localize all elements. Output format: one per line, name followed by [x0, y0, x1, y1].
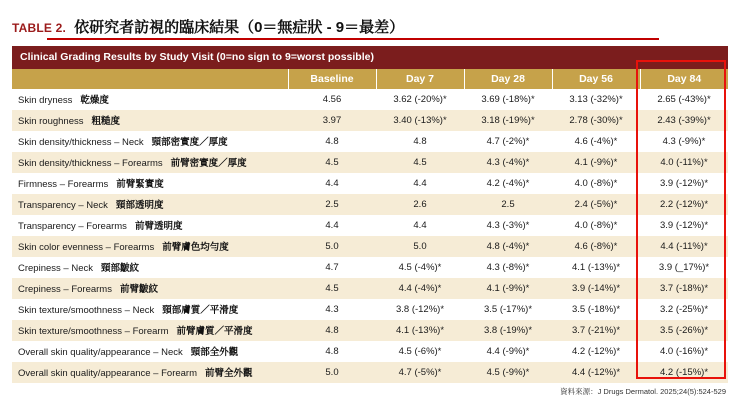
cell-day-84: 3.7 (-18%)*	[640, 278, 728, 299]
cell-baseline: 4.4	[288, 173, 376, 194]
cell-day-84: 4.0 (-11%)*	[640, 152, 728, 173]
cell-day-84: 2.43 (-39%)*	[640, 110, 728, 131]
cell-day-84: 3.9 (-12%)*	[640, 173, 728, 194]
row-label-en: Transparency – Forearms	[18, 221, 127, 233]
table-row	[12, 89, 728, 110]
row-label-en: Skin density/thickness – Neck	[18, 137, 144, 149]
table-row	[12, 194, 728, 215]
cell-baseline: 5.0	[288, 236, 376, 257]
cell-baseline: 4.4	[288, 215, 376, 236]
cell-baseline: 4.8	[288, 320, 376, 341]
table-row	[12, 257, 728, 278]
table-subheader: Clinical Grading Results by Study Visit (0=no sign to 9=worst possible)	[12, 46, 728, 69]
cell-day-56: 4.0 (-8%)*	[552, 173, 640, 194]
table-row	[12, 362, 728, 383]
row-label-zh: 頸部全外觀	[190, 347, 239, 359]
cell-day-84: 4.2 (-15%)*	[640, 362, 728, 383]
cell-day-28: 4.7 (-2%)*	[464, 131, 552, 152]
table-header-row	[12, 69, 728, 89]
row-label	[12, 362, 288, 383]
cell-day-56: 4.1 (-9%)*	[552, 152, 640, 173]
row-label-zh: 前臂皺紋	[119, 284, 158, 296]
cell-day-7: 4.4	[376, 215, 464, 236]
cell-day-56: 2.78 (-30%)*	[552, 110, 640, 131]
cell-baseline: 4.56	[288, 89, 376, 110]
row-label-en: Overall skin quality/appearance – Neck	[18, 347, 183, 359]
row-label-en: Skin texture/smoothness – Neck	[18, 305, 155, 317]
cell-baseline: 4.3	[288, 299, 376, 320]
row-label-zh: 乾燥度	[80, 95, 109, 107]
cell-day-28: 4.3 (-4%)*	[464, 152, 552, 173]
cell-day-7: 4.5 (-6%)*	[376, 341, 464, 362]
page-title: 依研究者訪視的臨床結果（0＝無症狀 - 9＝最差）	[74, 19, 405, 36]
row-label	[12, 257, 288, 278]
table-number-label: TABLE 2.	[12, 20, 67, 35]
row-label	[12, 299, 288, 320]
cell-day-56: 2.4 (-5%)*	[552, 194, 640, 215]
cell-day-56: 3.7 (-21%)*	[552, 320, 640, 341]
table-row	[12, 215, 728, 236]
cell-baseline: 4.8	[288, 131, 376, 152]
cell-day-56: 4.6 (-4%)*	[552, 131, 640, 152]
column-header-parameter	[12, 69, 288, 89]
cell-day-7: 5.0	[376, 236, 464, 257]
cell-day-7: 4.5 (-4%)*	[376, 257, 464, 278]
cell-day-7: 2.6	[376, 194, 464, 215]
row-label-zh: 前臂全外觀	[205, 368, 253, 380]
row-label-zh: 前臂透明度	[134, 221, 183, 233]
table-row	[12, 278, 728, 299]
cell-day-56: 3.13 (-32%)*	[552, 89, 640, 110]
cell-day-7: 3.40 (-13%)*	[376, 110, 464, 131]
row-label-en: Skin roughness	[18, 116, 84, 128]
table-row	[12, 110, 728, 131]
cell-day-7: 3.62 (-20%)*	[376, 89, 464, 110]
row-label	[12, 194, 288, 215]
cell-baseline: 2.5	[288, 194, 376, 215]
cell-baseline: 4.5	[288, 278, 376, 299]
cell-day-28: 4.1 (-9%)*	[464, 278, 552, 299]
row-label-zh: 前臂緊實度	[116, 179, 164, 191]
cell-day-28: 4.8 (-4%)*	[464, 236, 552, 257]
cell-day-28: 4.3 (-8%)*	[464, 257, 552, 278]
row-label-en: Skin texture/smoothness – Forearm	[18, 326, 169, 338]
column-header-day56: Day 56	[552, 69, 640, 89]
source-citation: 資料來源：J Drugs Dermatol. 2025;24(5):524-529	[560, 387, 726, 396]
results-table-container	[12, 46, 728, 383]
cell-day-56: 3.5 (-18%)*	[552, 299, 640, 320]
title-row	[12, 16, 406, 39]
cell-day-84: 3.5 (-26%)*	[640, 320, 728, 341]
cell-day-28: 3.18 (-19%)*	[464, 110, 552, 131]
row-label-en: Skin dryness	[18, 95, 73, 107]
cell-day-84: 4.0 (-16%)*	[640, 341, 728, 362]
row-label-en: Skin color evenness – Forearms	[18, 242, 155, 254]
cell-day-28: 4.4 (-9%)*	[464, 341, 552, 362]
cell-day-28: 4.5 (-9%)*	[464, 362, 552, 383]
row-label	[12, 236, 288, 257]
table-row	[12, 320, 728, 341]
cell-day-7: 4.4 (-4%)*	[376, 278, 464, 299]
cell-day-56: 4.2 (-12%)*	[552, 341, 640, 362]
row-label-zh: 前臂膚色均勻度	[162, 242, 229, 254]
table-row	[12, 131, 728, 152]
row-label-zh: 前臂密實度／厚度	[170, 158, 247, 170]
row-label-zh: 頸部密實度／厚度	[151, 137, 228, 149]
cell-day-84: 4.3 (-9%)*	[640, 131, 728, 152]
row-label-zh: 頸部皺紋	[100, 263, 139, 275]
title-underline	[47, 38, 659, 40]
row-label	[12, 131, 288, 152]
row-label	[12, 152, 288, 173]
cell-day-84: 3.9 (_17%)*	[640, 257, 728, 278]
cell-baseline: 3.97	[288, 110, 376, 131]
row-label-en: Crepiness – Neck	[18, 263, 93, 275]
column-header-day7: Day 7	[376, 69, 464, 89]
cell-baseline: 4.5	[288, 152, 376, 173]
cell-day-28: 3.8 (-19%)*	[464, 320, 552, 341]
row-label-zh: 頸部膚質／平滑度	[162, 305, 239, 317]
row-label	[12, 341, 288, 362]
cell-day-7: 4.4	[376, 173, 464, 194]
cell-day-56: 4.4 (-12%)*	[552, 362, 640, 383]
table-row	[12, 173, 728, 194]
cell-day-56: 4.6 (-8%)*	[552, 236, 640, 257]
column-header-baseline: Baseline	[288, 69, 376, 89]
row-label	[12, 173, 288, 194]
cell-day-7: 3.8 (-12%)*	[376, 299, 464, 320]
cell-day-7: 4.7 (-5%)*	[376, 362, 464, 383]
cell-baseline: 4.8	[288, 341, 376, 362]
row-label-zh: 前臂膚質／平滑度	[176, 326, 253, 338]
cell-day-7: 4.1 (-13%)*	[376, 320, 464, 341]
row-label-en: Crepiness – Forearms	[18, 284, 112, 296]
cell-day-28: 3.5 (-17%)*	[464, 299, 552, 320]
cell-day-84: 4.4 (-11%)*	[640, 236, 728, 257]
row-label-en: Skin density/thickness – Forearms	[18, 158, 163, 170]
row-label-en: Transparency – Neck	[18, 200, 108, 212]
cell-day-7: 4.5	[376, 152, 464, 173]
cell-day-84: 3.9 (-12%)*	[640, 215, 728, 236]
row-label-zh: 粗糙度	[91, 116, 120, 128]
row-label-zh: 頸部透明度	[115, 200, 164, 212]
row-label-en: Firmness – Forearms	[18, 179, 109, 191]
cell-day-28: 4.3 (-3%)*	[464, 215, 552, 236]
table-row	[12, 152, 728, 173]
row-label-en: Overall skin quality/appearance – Forearm	[18, 368, 198, 380]
cell-baseline: 5.0	[288, 362, 376, 383]
cell-day-84: 3.2 (-25%)*	[640, 299, 728, 320]
cell-day-28: 3.69 (-18%)*	[464, 89, 552, 110]
cell-day-56: 3.9 (-14%)*	[552, 278, 640, 299]
column-header-day28: Day 28	[464, 69, 552, 89]
row-label	[12, 110, 288, 131]
cell-baseline: 4.7	[288, 257, 376, 278]
row-label	[12, 215, 288, 236]
cell-day-56: 4.0 (-8%)*	[552, 215, 640, 236]
table-row	[12, 236, 728, 257]
row-label	[12, 278, 288, 299]
cell-day-84: 2.65 (-43%)*	[640, 89, 728, 110]
cell-day-7: 4.8	[376, 131, 464, 152]
cell-day-28: 4.2 (-4%)*	[464, 173, 552, 194]
table-row	[12, 341, 728, 362]
table-row	[12, 299, 728, 320]
cell-day-84: 2.2 (-12%)*	[640, 194, 728, 215]
table-body	[12, 89, 728, 383]
row-label	[12, 89, 288, 110]
cell-day-56: 4.1 (-13%)*	[552, 257, 640, 278]
cell-day-28: 2.5	[464, 194, 552, 215]
clinical-results-table	[12, 69, 728, 383]
column-header-day84: Day 84	[640, 69, 728, 89]
row-label	[12, 320, 288, 341]
